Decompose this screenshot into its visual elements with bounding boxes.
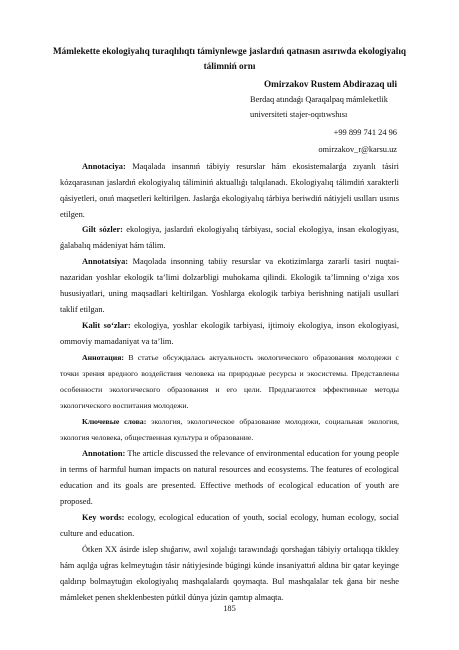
section-text: The article discussed the relevance of environmental education for young people in terms of harmful human impacts on natural resources and ecosystems. The features of ecological education and its goals are presented. Effective methods of ecological education of youth are proposed. xyxy=(60,449,399,506)
section-label: Gilt sózler: xyxy=(82,225,123,234)
section-text: ekologiya, jaslardıń ekologiyalıq tárbiyası, social ekologiya, insan ekologiyası, ǵalabalıq mádeniyat hám tálim. xyxy=(60,225,399,250)
section-text: экология, экологическое образование молодежи, социальная экология, экология человека, общественная культура и образование. xyxy=(60,417,399,442)
section-text: Ótken XX ásirde islep shıǵarıw, awıl xojalıǵı tarawındaǵı qorshaǵan tábiyiy ortalıqqa tikkley hám aqılǵa uǵras kelmeytuǵın tásir nátiyjesinde búgingi kúnde insaniyattıń aldına bir qatar keyinge qaldırıp bolmaytuǵın ekologiyalıq mashqalalardı qoymaqta. Bul mashqalalar tek ǵana bir neshe mámleket penen sheklenbesten pútkil dúnya júzin qamtıp almaqta. xyxy=(60,545,399,602)
abstract-uzbek xyxy=(60,254,399,318)
author-email: omirzakov_r@karsu.uz xyxy=(318,145,397,154)
section-text: ecology, ecological education of youth, social ecology, human ecology, social culture and education. xyxy=(60,513,399,538)
abstract-english xyxy=(60,446,399,510)
section-text: Maqolada insonning tabiiy resurslar va ekotizimlarga zararli tasiri nuqtai-nazaridan yoshlar ekologik ta’limi dolzarbligi muhokama qilindi. Ekologik ta’limning o‘ziga xos hususiyatlari, uning maqsadlari keltirilgan. Yoshlarga ekologik tarbiya berishning natijali usullari taklif etilgan. xyxy=(60,257,399,314)
section-label: Annotatsiya: xyxy=(82,257,129,266)
section-text: Maqalada insannıń tábiyiy resurslar hám ekosistemalarǵa zıyanlı tásiri kózqarasınan jaslardıń ekologiyalıq táliminiń aktuallıǵı talqılanadı. Ekologiyalıq tálimdiń xarakterli qásiyetleri, onıń maqsetleri keltirilgen. Jaslarǵa ekologiyalıq tárbiya beriwdiń nátiyjeli usılları usınıs etilgen. xyxy=(60,162,399,219)
keywords-karakalpak xyxy=(60,222,399,254)
body-paragraph xyxy=(60,542,399,606)
keywords-uzbek xyxy=(60,318,399,350)
section-label: Annotation: xyxy=(82,449,126,458)
section-label: Key words: xyxy=(82,513,125,522)
section-label: Ключевые слова: xyxy=(82,417,147,426)
keywords-russian xyxy=(60,414,399,446)
keywords-english xyxy=(60,510,399,542)
section-label: Kalit so‘zlar: xyxy=(82,321,131,330)
author-affiliation-line1: Berdaq atındaǵı Qaraqalpaq mámleketlik xyxy=(250,95,388,104)
article-title: Mámlekette ekologiyalıq turaqlılıqtı támiynlewge jaslardıń qatnasın asırıwda ekologiyalıq tálimniń ornı xyxy=(53,46,406,71)
section-text: В статье обсуждалась актуальность экологического образования молодежи с точки зрения вредного воздействия человека на природные ресурсы и экосистемы. Представлены особенности экологического образования и его цели. Предлагаются эффективные методы экологического воспитания молодежи. xyxy=(60,353,399,410)
abstract-russian xyxy=(60,350,399,414)
section-label: Аннотация: xyxy=(82,353,125,362)
author-affiliation-line2: universiteti stajer-oqıtıwshısı xyxy=(250,110,348,119)
author-name: Omirzakov Rustem Abdirazaq uli xyxy=(264,79,397,89)
author-phone: +99 899 741 24 96 xyxy=(333,128,397,137)
page-number: 185 xyxy=(223,604,236,613)
section-text: ekologiya, yoshlar ekologik tarbiyasi, ijtimoiy ekologiya, inson ekologiyasi, ommoviy mamadaniyat va ta’lim. xyxy=(60,321,399,346)
abstract-karakalpak xyxy=(60,159,399,223)
section-label: Annotaciya: xyxy=(82,162,126,171)
